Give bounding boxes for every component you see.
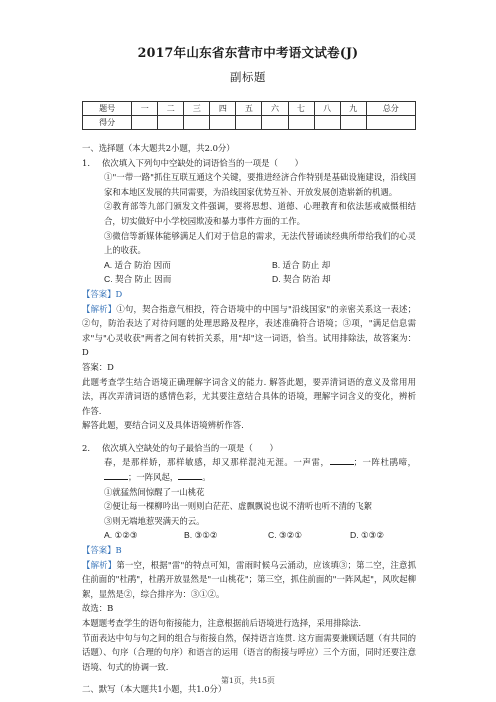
question-item: ②教育部等九部门颁发文件强调，要将思想、道德、心理教育和依法惩戒威慑相结合，切实做好中小学校园欺凌和暴力事件方面的工作。: [104, 201, 416, 226]
question-item: ③微信等新媒体能够满足人们对于信息的需求，无法代替诵读经典所带给我们的心灵上的收获。: [104, 230, 416, 256]
score-input-cell: [288, 116, 314, 130]
question-passage: [82, 455, 416, 484]
score-table-cell: 六: [262, 102, 288, 116]
answer-line: 答案：D: [82, 361, 114, 372]
score-input-cell: [132, 116, 158, 130]
analysis-tag: 【解析】: [82, 559, 117, 570]
option-a: A. 适合 防治 因而: [104, 259, 171, 270]
analysis-tag: 【解析】: [82, 303, 117, 314]
document-title: 2017年山东省东营市中考语文试卷(J): [137, 45, 359, 60]
option-c: C. 契合 防止 因而: [104, 274, 172, 285]
option-d: D. 契合 防治 却: [272, 274, 331, 285]
question-item: ③则无端地惹哭满天的云。: [104, 515, 205, 526]
method-text: 解答此题，要结合词义及具体语境辨析作答.: [82, 420, 244, 431]
passage-part: 春，是那样娇，那样敏感，却又那样混沌无涯。一声雷，: [104, 457, 330, 468]
spacer: [82, 433, 416, 441]
answer-tag: 【答案】D: [82, 288, 123, 299]
question-item: ①就猛然间惊醒了一山桃花: [104, 486, 205, 497]
score-table-cell: 八: [314, 102, 340, 116]
score-input-cell: [210, 116, 236, 130]
question-text: 依次填入空缺处的句子最恰当的一项是（ ）: [102, 442, 278, 453]
question-item: ②便让每一棵柳吟出一则则白茫茫、虚飘飘说也说不清听也听不清的飞絮: [104, 501, 372, 512]
score-input-cell: [184, 116, 210, 130]
score-table-cell: 总分: [366, 102, 415, 116]
page-footer: 第1页，共15页: [221, 676, 275, 685]
option-a: A. ①②③: [104, 530, 138, 541]
question-2-stem: [82, 441, 416, 456]
question-item: ①"一带一路"抓住互联互通这个关键，要推进经济合作特别是基础设施建设，沿线国家和本地区发展的共同需要，为沿线国家优势互补、开放发展创造崭新的机遇。: [104, 172, 416, 197]
method-text: 节面表达中句与句之间的组合与衔接自然，保持语言连贯. 这方面需要兼顾话题（有共同的话题）、句序（合理的句序）和语言的运用（语言的衔接与呼应）三个方面，同时还要注意语境、句式的协调一致.: [82, 632, 416, 672]
option-b: B. 适合 防止 却: [272, 259, 331, 270]
document-body: [82, 141, 416, 697]
score-input-cell: [314, 116, 340, 130]
options-row: [82, 528, 416, 543]
explanation-text: 此题考查学生结合语境正确理解字词含义的能力. 解答此题，要弄清词语的意义及常用用法，再次弄清词语的感情色彩，尤其要注意结合具体的语境，理解字词含义的变化，辨析作答.: [82, 376, 416, 416]
score-table-cell: 二: [158, 102, 184, 116]
score-table: [82, 101, 416, 130]
section-heading: 一、选择题（本大题共2小题，共2.0分）: [82, 143, 235, 153]
score-table-cell: 九: [340, 102, 366, 116]
question-number: 1.: [82, 157, 90, 168]
score-table-score-row: [83, 116, 416, 130]
options-row: [82, 272, 416, 287]
passage-part: ；一阵杜鹃啼，: [353, 457, 417, 468]
answer-blank: [178, 470, 202, 480]
score-table-cell: 三: [184, 102, 210, 116]
options-row: [82, 258, 416, 273]
score-table-cell: 五: [236, 102, 262, 116]
score-input-cell: [236, 116, 262, 130]
answer-line: 故选：B: [82, 603, 114, 614]
analysis-text: ①句，契合指意气相投，符合语境中的中国与"沿线国家"的亲密关系这一表述；②句，防治表达了对待问题的处理思路及程序，表述准确符合语境；③项，"满足信息需求"与"心灵收获"两者之间有转折关系，用"却"这一词语，恰当。试用排除法，故答案为：D: [82, 303, 417, 358]
section-heading: 二、默写（本大题共1小题，共1.0分）: [82, 684, 227, 695]
score-table-cell: 四: [210, 102, 236, 116]
option-c: C. ③②①: [268, 530, 303, 541]
analysis-paragraph: [82, 558, 416, 602]
question-1-stem: [82, 156, 416, 171]
score-input-cell: [340, 116, 366, 130]
score-input-cell: [262, 116, 288, 130]
document-subtitle: 副标题: [230, 70, 266, 84]
question-text: 依次填入下列句中空缺处的词语恰当的一项是（ ）: [102, 157, 303, 168]
passage-part: 。: [202, 472, 211, 483]
score-input-cell: [366, 116, 415, 130]
option-d: D. ①③②: [350, 530, 385, 541]
passage-part: ；一阵风起，: [128, 472, 179, 483]
analysis-paragraph: [82, 302, 416, 360]
score-table-cell: 题号: [83, 102, 132, 116]
question-number: 2.: [82, 442, 90, 453]
answer-blank: [104, 470, 128, 480]
score-input-cell: [158, 116, 184, 130]
option-b: B. ③①②: [184, 530, 218, 541]
score-table-cell: 一: [132, 102, 158, 116]
score-table-header-row: [83, 102, 416, 116]
score-table-cell: 七: [288, 102, 314, 116]
answer-tag: 【答案】B: [82, 545, 122, 556]
score-row-label: 得分: [83, 116, 132, 130]
explanation-text: 本题题考查学生的语句衔接能力，注意根据前后语境进行选择，采用排除法.: [82, 618, 362, 628]
answer-blank: [330, 455, 354, 465]
analysis-text: 第一空，根据"雷"的特点可知，雷雨时候乌云涌动，应该填③；第二空，注意抓住前面的"杜鹃"，杜鹃开放显然是"一山桃花"；第三空，抓住前面的"一阵风起"，风吹起柳絮，显然是②，综合排序为：③①②。: [82, 559, 417, 599]
